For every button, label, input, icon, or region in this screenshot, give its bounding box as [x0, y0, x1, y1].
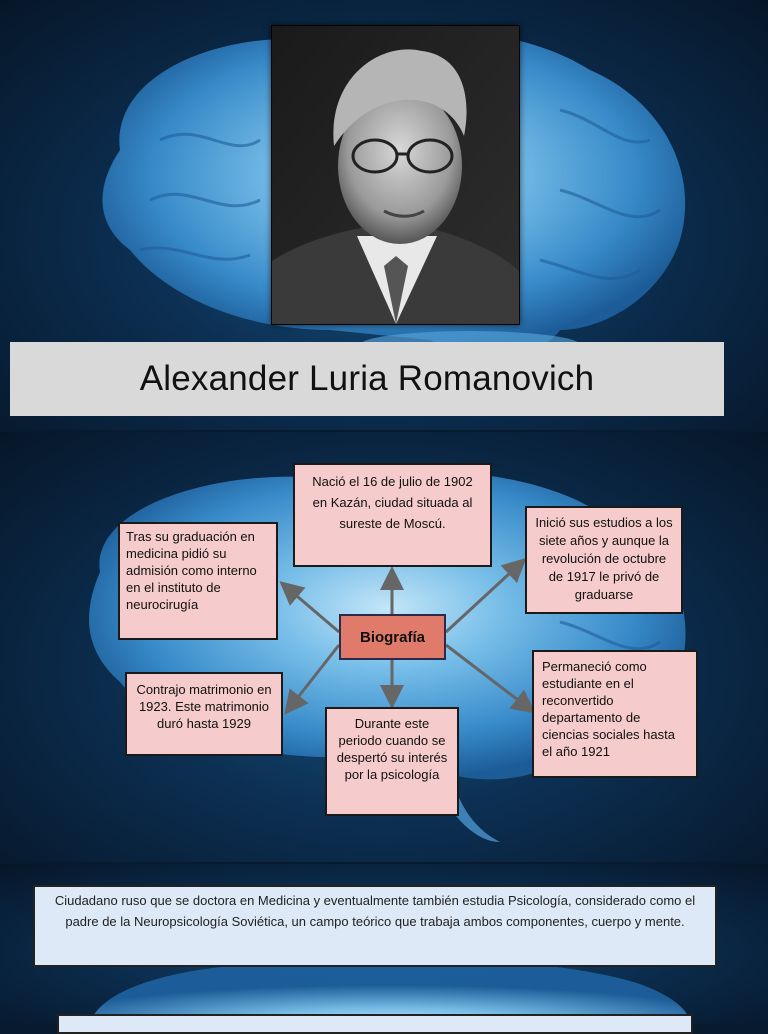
- page-title: Alexander Luria Romanovich: [139, 359, 595, 398]
- next-box: [57, 1014, 693, 1034]
- bio-box-social-sciences-text: Permaneció como estudiante en el reconvertido departamento de ciencias sociales hasta el año 1921: [542, 659, 675, 759]
- bio-box-social-sciences: [532, 650, 698, 778]
- bio-box-birth-text: Nació el 16 de julio de 1902 en Kazán, ciudad situada al sureste de Moscú.: [312, 474, 473, 531]
- bio-box-birth: [293, 463, 492, 567]
- biography-center-node: [339, 614, 446, 660]
- summary-text: Ciudadano ruso que se doctora en Medicina y eventualmente también estudia Psicología, considerado como el padre de la Neuropsicología Soviética, un campo teórico que trabaja ambos componentes, cuerpo y mente.: [54, 893, 696, 929]
- bio-box-studies: [525, 506, 683, 614]
- bio-box-marriage: [125, 672, 283, 756]
- bio-box-marriage-text: Contrajo matrimonio en 1923. Este matrimonio duró hasta 1929: [136, 682, 272, 731]
- bio-box-studies-text: Inició sus estudios a los siete años y aunque la revolución de octubre de 1917 le privó de graduarse: [535, 515, 673, 602]
- bio-box-neurosurgery: [118, 522, 278, 640]
- bio-box-psychology: [325, 707, 459, 816]
- bio-box-neurosurgery-text: Tras su graduación en medicina pidió su admisión como interno en el instituto de neurocirugía: [126, 529, 257, 612]
- summary-box: [33, 885, 717, 967]
- biography-label: Biografía: [359, 628, 425, 646]
- bio-box-psychology-text: Durante este periodo cuando se despertó su interés por la psicología: [336, 716, 448, 782]
